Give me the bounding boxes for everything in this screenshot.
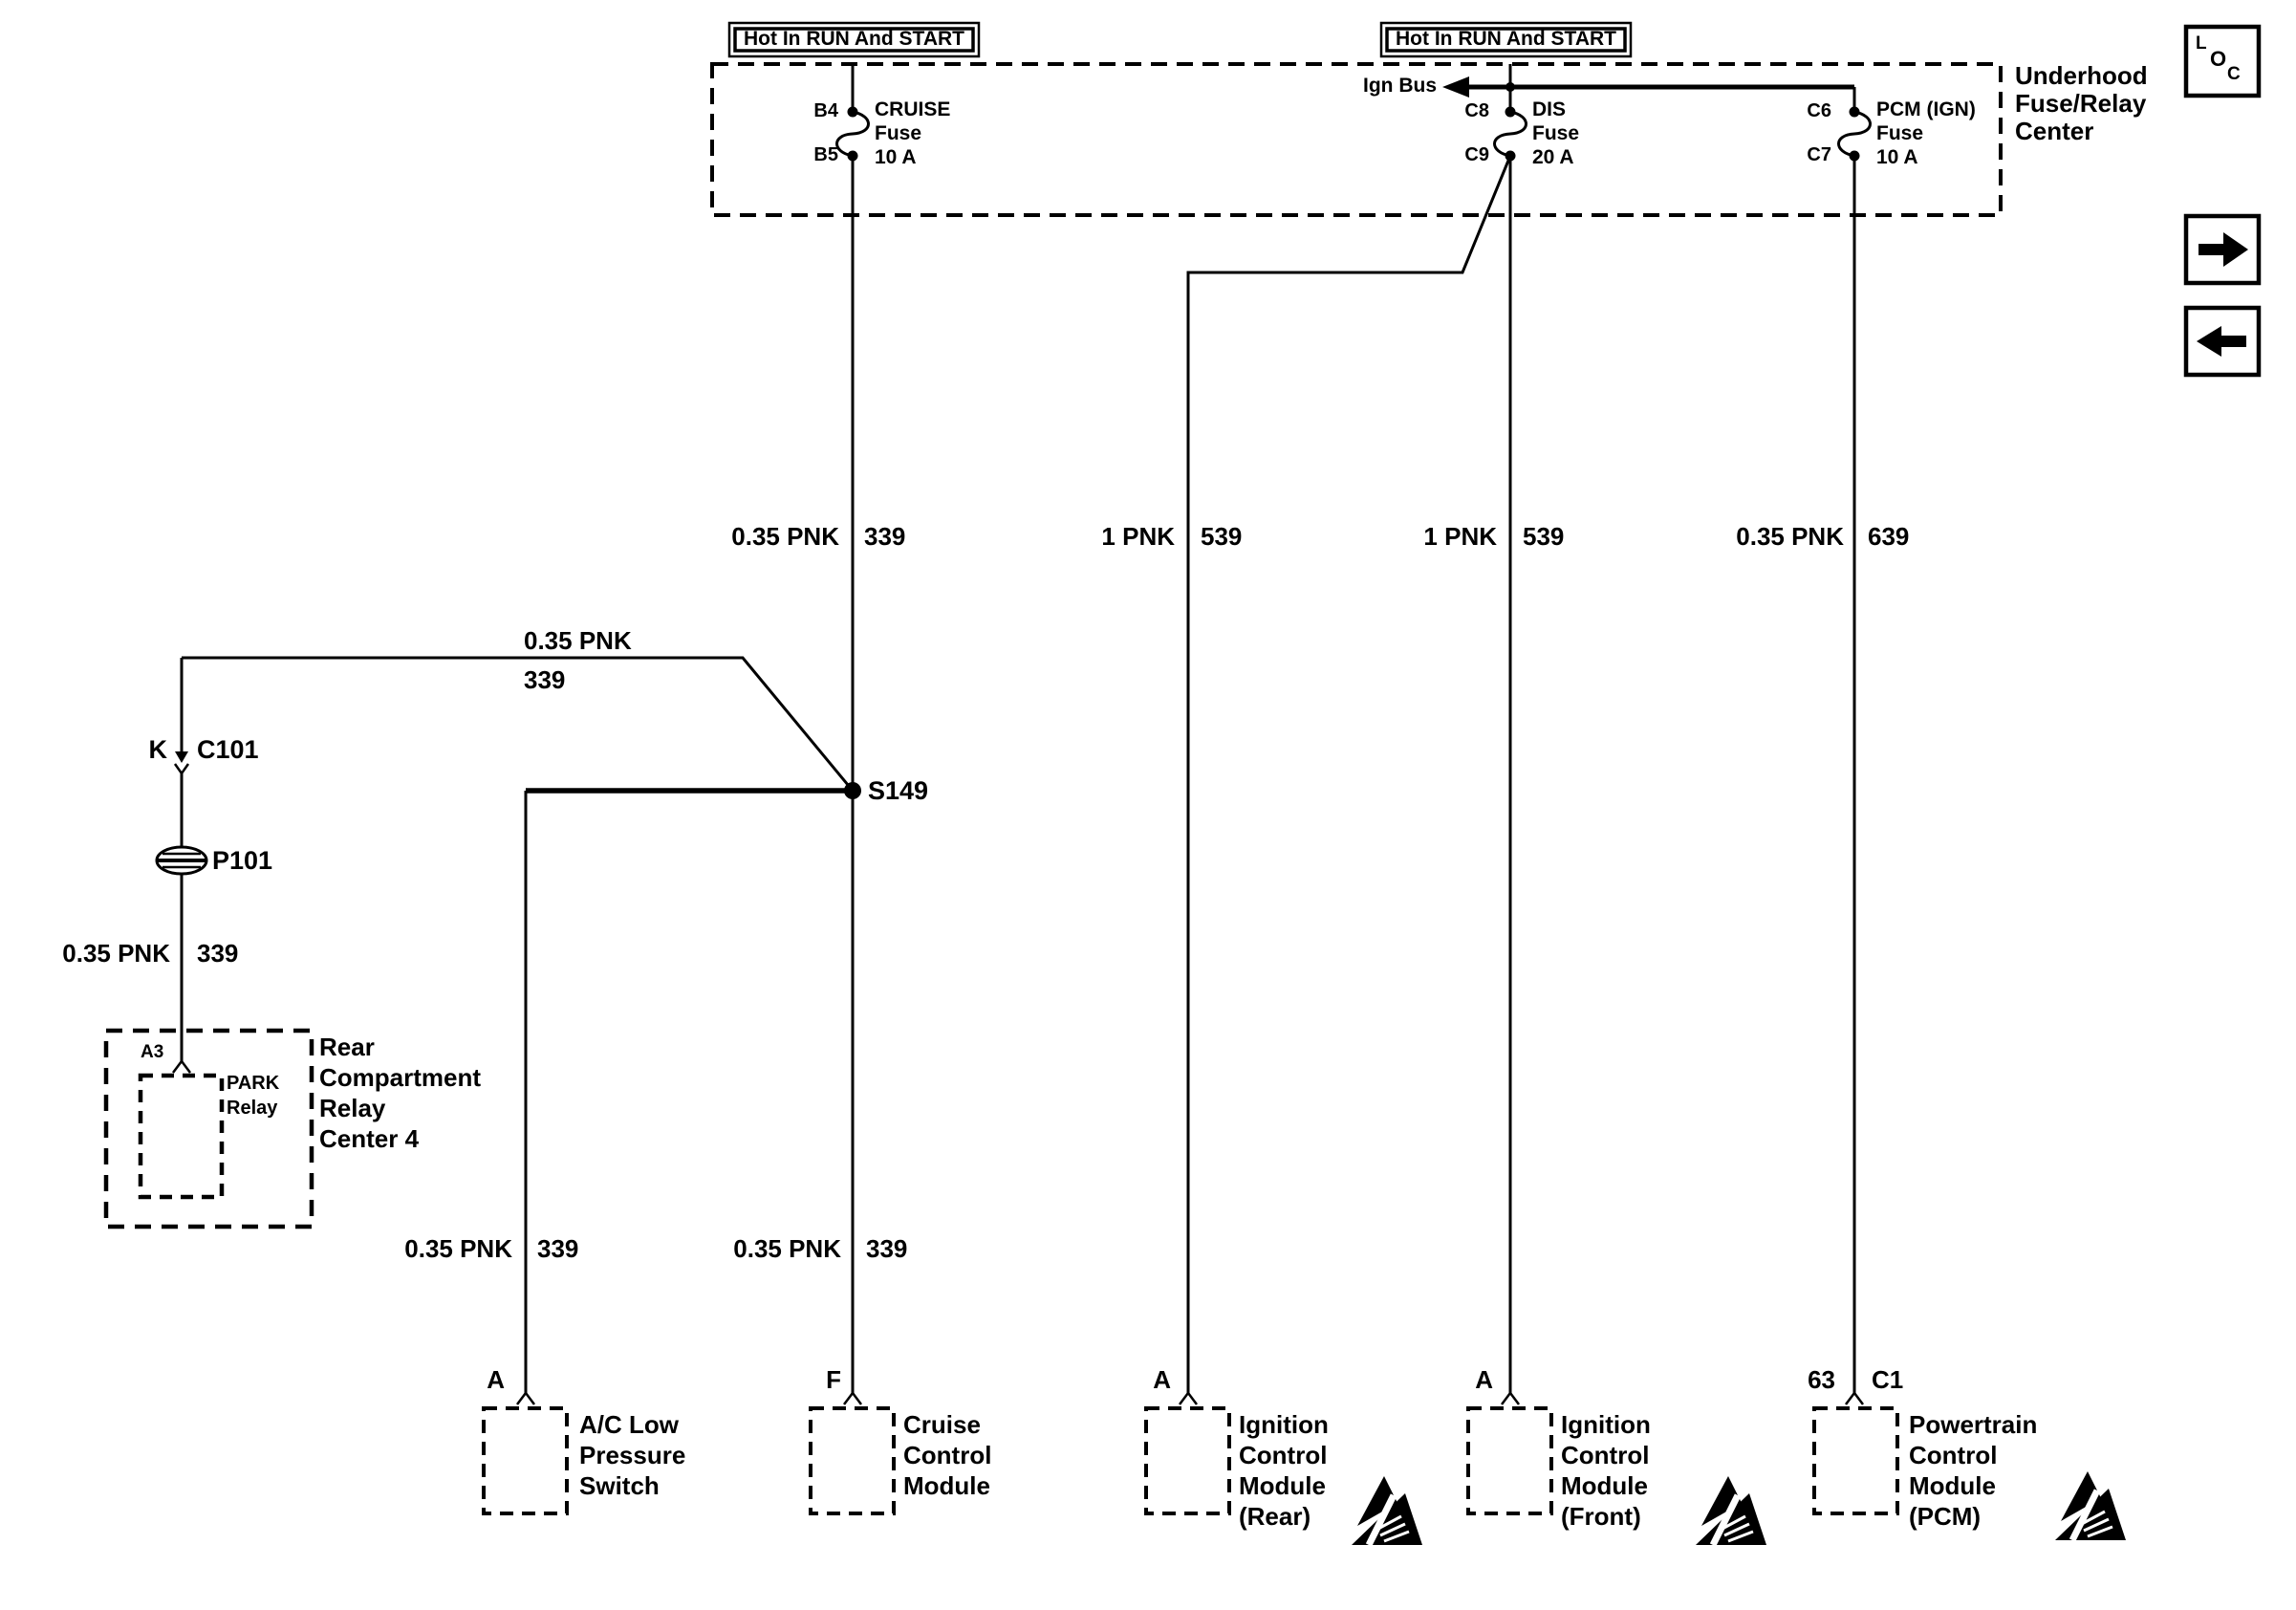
esd-icon-pcm bbox=[2055, 1471, 2126, 1540]
wire-label-pcm-gauge: 0.35 PNK bbox=[1736, 522, 1844, 551]
park-relay-label-line1: PARK bbox=[227, 1073, 280, 1094]
a3-terminal-chevron-icon bbox=[173, 1061, 190, 1073]
c101-connector-label: C101 bbox=[197, 735, 259, 764]
pcm-connector-label: C1 bbox=[1872, 1365, 1904, 1394]
connector-chevrons bbox=[517, 1393, 1863, 1404]
dis-fuse-type: Fuse bbox=[1532, 122, 1580, 144]
s149-splice-label: S149 bbox=[868, 776, 929, 805]
icm-front-module-line1: Ignition bbox=[1561, 1410, 1651, 1439]
cruise-module-line1: Cruise bbox=[903, 1410, 981, 1439]
ac-terminal-label: A bbox=[487, 1365, 505, 1394]
pcm-module-line2: Control bbox=[1909, 1441, 1998, 1469]
wire-jog-to-splice bbox=[182, 658, 853, 791]
cruise-module-line2: Control bbox=[903, 1441, 992, 1469]
esd-icon-icm-rear bbox=[1352, 1476, 1422, 1545]
relay-center-title-line3: Relay bbox=[319, 1094, 386, 1122]
p101-grommet-icon bbox=[157, 847, 206, 874]
a3-terminal-label: A3 bbox=[141, 1042, 164, 1062]
wire-label-cruise-lower-gauge: 0.35 PNK bbox=[733, 1234, 841, 1263]
power-source-label-right: Hot In RUN And START bbox=[1396, 28, 1616, 51]
icm-rear-terminal-label: A bbox=[1153, 1365, 1171, 1394]
fuse-center-title-line2: Fuse/Relay bbox=[2015, 89, 2147, 118]
icm-front-module-line2: Control bbox=[1561, 1441, 1650, 1469]
pcm-module-line4: (PCM) bbox=[1909, 1502, 1982, 1531]
wire-label-cruise-gauge: 0.35 PNK bbox=[731, 522, 839, 551]
fuse-center-title-line1: Underhood bbox=[2015, 61, 2148, 90]
wire-label-ac-circuit: 339 bbox=[537, 1234, 579, 1263]
ign-bus-label: Ign Bus bbox=[1363, 75, 1437, 97]
loc-letter-l[interactable]: L bbox=[2196, 33, 2207, 54]
ign-bus-arrow-icon bbox=[1442, 76, 1469, 98]
wire-icm-rear-branch bbox=[1188, 156, 1510, 1393]
wire-label-ac-gauge: 0.35 PNK bbox=[404, 1234, 512, 1263]
wire-label-icm-rear-circuit: 539 bbox=[1201, 522, 1243, 551]
wire-label-jog-circuit: 339 bbox=[524, 665, 566, 694]
wire-label-icm-front-gauge: 1 PNK bbox=[1423, 522, 1497, 551]
cruise-fuse-type: Fuse bbox=[875, 122, 922, 144]
fuse-center-title-line3: Center bbox=[2015, 117, 2094, 145]
loc-letter-c[interactable]: C bbox=[2227, 64, 2241, 84]
ac-module-line2: Pressure bbox=[579, 1441, 686, 1469]
wire-label-icm-rear-gauge: 1 PNK bbox=[1101, 522, 1175, 551]
relay-center-title-line1: Rear bbox=[319, 1033, 375, 1061]
icm-rear-module-line2: Control bbox=[1239, 1441, 1328, 1469]
park-relay-label-line2: Relay bbox=[227, 1098, 278, 1119]
icm-front-terminal-label: A bbox=[1475, 1365, 1493, 1394]
wire-label-jog-gauge: 0.35 PNK bbox=[524, 626, 632, 655]
pcm-fuse-rating: 10 A bbox=[1876, 146, 1918, 168]
c101-connector-icon bbox=[175, 751, 188, 773]
cruise-fuse-name: CRUISE bbox=[875, 98, 951, 120]
wire-label-left-gauge: 0.35 PNK bbox=[62, 939, 170, 968]
loc-button[interactable] bbox=[2186, 27, 2259, 96]
pcm-fuse-type: Fuse bbox=[1876, 122, 1924, 144]
relay-center-title-line2: Compartment bbox=[319, 1063, 482, 1092]
wire-label-icm-front-circuit: 539 bbox=[1523, 522, 1565, 551]
icm-rear-module-line1: Ignition bbox=[1239, 1410, 1329, 1439]
module-connector-boxes bbox=[484, 1408, 1897, 1513]
cruise-fuse-terminal-top: B4 bbox=[813, 100, 838, 121]
park-relay-dashed-box bbox=[141, 1076, 222, 1197]
p101-grommet-label: P101 bbox=[212, 846, 273, 875]
pcm-module-line1: Powertrain bbox=[1909, 1410, 2038, 1439]
icm-rear-module-line4: (Rear) bbox=[1239, 1502, 1311, 1531]
forward-button[interactable] bbox=[2186, 216, 2259, 283]
cruise-terminal-label: F bbox=[826, 1365, 841, 1394]
cruise-fuse-rating: 10 A bbox=[875, 146, 917, 168]
pcm-fuse-symbol bbox=[1839, 112, 1871, 156]
loc-letter-o[interactable]: O bbox=[2210, 47, 2227, 71]
ac-module-line1: A/C Low bbox=[579, 1410, 679, 1439]
wire-label-pcm-circuit: 639 bbox=[1868, 522, 1910, 551]
relay-center-title-line4: Center 4 bbox=[319, 1124, 420, 1153]
c101-terminal-label: K bbox=[148, 735, 167, 764]
pcm-fuse-terminal-bottom: C7 bbox=[1807, 144, 1831, 165]
cruise-module-line3: Module bbox=[903, 1471, 990, 1500]
dis-fuse-terminal-top: C8 bbox=[1464, 100, 1489, 121]
pcm-terminal-label: 63 bbox=[1808, 1365, 1835, 1394]
dis-fuse-rating: 20 A bbox=[1532, 146, 1574, 168]
icm-front-module-line3: Module bbox=[1561, 1471, 1648, 1500]
back-button[interactable] bbox=[2186, 308, 2259, 375]
wire-label-cruise-lower-circuit: 339 bbox=[866, 1234, 908, 1263]
wire-label-cruise-circuit: 339 bbox=[864, 522, 906, 551]
pcm-fuse-terminal-top: C6 bbox=[1807, 100, 1831, 121]
wire-label-left-circuit: 339 bbox=[197, 939, 239, 968]
power-source-label-left: Hot In RUN And START bbox=[744, 28, 964, 51]
icm-rear-module-line3: Module bbox=[1239, 1471, 1326, 1500]
pcm-fuse-name: PCM (IGN) bbox=[1876, 98, 1976, 120]
icm-front-module-line4: (Front) bbox=[1561, 1502, 1641, 1531]
pcm-module-line3: Module bbox=[1909, 1471, 1996, 1500]
dis-fuse-name: DIS bbox=[1532, 98, 1567, 120]
dis-fuse-terminal-bottom: C9 bbox=[1464, 144, 1489, 165]
cruise-fuse-terminal-bottom: B5 bbox=[813, 144, 838, 165]
esd-icon-icm-front bbox=[1696, 1476, 1766, 1545]
ac-module-line3: Switch bbox=[579, 1471, 660, 1500]
